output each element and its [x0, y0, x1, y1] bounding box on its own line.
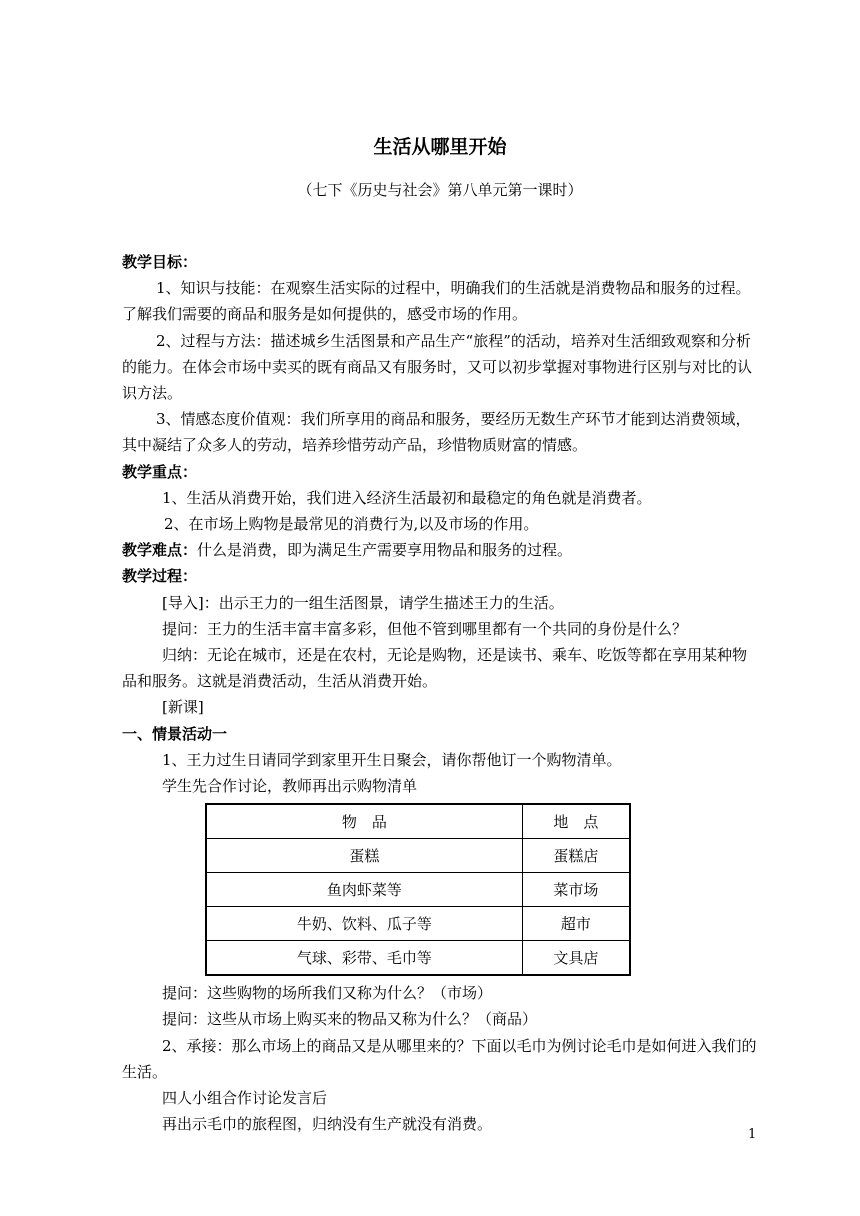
table-cell-item: 牛奶、饮料、瓜子等 [206, 907, 522, 941]
process-summary: 归纳：无论在城市，还是在农村，无论是购物，还是读书、乘车、吃饭等都在享用某种物品和服务。这就是消费活动，生活从消费开始。 [122, 646, 748, 691]
objectives-heading: 教学目标： [122, 253, 198, 271]
key-point-item: 2、在市场上购物是最常见的消费行为,以及市场的作用。 [164, 515, 539, 534]
new-lesson-label: [新课] [162, 698, 204, 717]
question-place: 提问：这些购物的场所我们又称为什么？（市场） [162, 984, 493, 1003]
group-discussion-note: 四人小组合作讨论发言后 [162, 1089, 328, 1108]
table-cell-place: 文具店 [522, 941, 630, 976]
page-number: 1 [748, 1127, 757, 1142]
document-body [122, 249, 758, 1137]
process-question: 提问：王力的生活丰富丰富多彩，但他不管到哪里都有一个共同的身份是什么？ [162, 619, 688, 638]
table-row [206, 941, 630, 976]
table-cell-item: 气球、彩带、毛巾等 [206, 941, 522, 976]
table-header-cell: 物 品 [206, 804, 522, 839]
table-row [206, 907, 630, 941]
process-heading: 教学过程： [122, 567, 198, 586]
table-header-row [206, 804, 630, 839]
table-cell-item: 鱼肉虾菜等 [206, 873, 522, 907]
difficulty-text: 什么是消费，即为满足生产需要享用物品和服务的过程。 [197, 541, 573, 560]
activity-task: 1、王力过生日请同学到家里开生日聚会，请你帮他订一个购物清单。 [162, 750, 622, 769]
difficulty-heading: 教学难点： [122, 541, 198, 560]
table-cell-place: 超市 [522, 907, 630, 941]
process-intro: [导入]：出示王力的一组生活图景，请学生描述王力的生活。 [162, 593, 564, 612]
objective-item: 3、情感态度价值观：我们所享用的商品和服务，要经历无数生产环节才能到达消费领域，其中凝结了众多人的劳动，培养珍惜劳动产品，珍惜物质财富的情感。 [122, 410, 751, 455]
activity-note: 学生先合作讨论，教师再出示购物清单 [162, 777, 418, 796]
page-subtitle: （七下《历史与社会》第八单元第一课时） [297, 181, 583, 199]
page-title: 生活从哪里开始 [373, 136, 507, 158]
key-point-item: 1、生活从消费开始，我们进入经济生活最初和最稳定的角色就是消费者。 [162, 488, 652, 507]
difficulty-paragraph [122, 537, 758, 563]
conclusion-text: 再出示毛巾的旅程图，归纳没有生产就没有消费。 [162, 1115, 493, 1134]
key-points-heading: 教学重点： [122, 462, 198, 481]
objective-item: 2、过程与方法：描述城乡生活图景和产品生产“旅程”的活动，培养对生活细致观察和分析的能力。在体会市场中卖买的既有商品又有服务时，又可以初步掌握对事物进行区别与对比的认识方法。 [122, 331, 753, 403]
table-cell-place: 蛋糕店 [522, 839, 630, 873]
table-cell-item: 蛋糕 [206, 839, 522, 873]
activity-heading: 一、情景活动一 [122, 724, 228, 743]
objective-item: 1、知识与技能：在观察生活实际的过程中，明确我们的生活就是消费物品和服务的过程。了解我们需要的商品和服务是如何提供的，感受市场的作用。 [122, 279, 751, 324]
table-cell-place: 菜市场 [522, 873, 630, 907]
table-header-cell: 地 点 [522, 804, 630, 839]
table-row [206, 873, 630, 907]
question-goods: 提问：这些从市场上购买来的物品又称为什么？（商品） [162, 1010, 538, 1029]
table-row [206, 839, 630, 873]
activity-task: 2、承接：那么市场上的商品又是从哪里来的？下面以毛巾为例讨论毛巾是如何进入我们的生活。 [122, 1036, 757, 1081]
shopping-list-table [205, 803, 631, 976]
